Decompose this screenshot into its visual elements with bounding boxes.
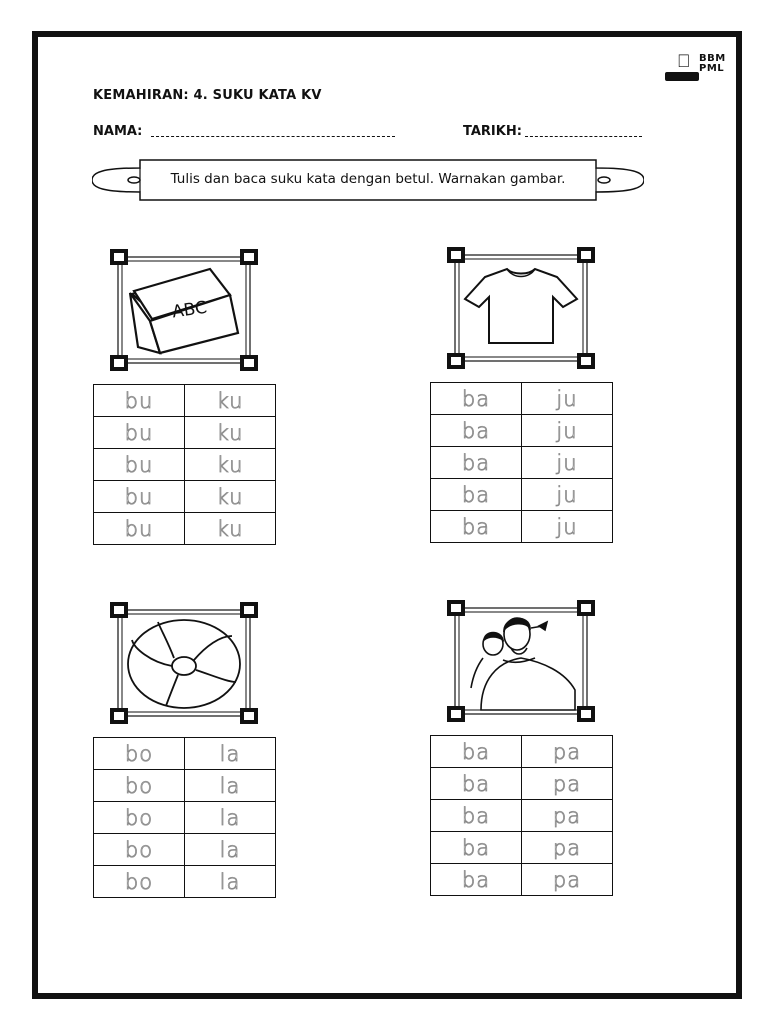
tracing-cell[interactable]: ba (431, 736, 522, 768)
tracing-cell[interactable]: ju (522, 383, 613, 415)
ball-icon (128, 620, 240, 708)
tracing-cell[interactable]: la (185, 802, 276, 834)
book-stack-icon (665, 72, 699, 81)
table-row (431, 383, 613, 415)
tracing-cell[interactable]: ba (431, 864, 522, 896)
tracing-cell[interactable]: pa (522, 800, 613, 832)
syllable-table-tshirt (430, 382, 613, 543)
tracing-cell[interactable]: ju (522, 479, 613, 511)
name-field[interactable] (151, 136, 395, 137)
table-row (431, 800, 613, 832)
tracing-cell[interactable]: la (185, 834, 276, 866)
tracing-cell[interactable]: ba (431, 479, 522, 511)
table-row (94, 513, 276, 545)
tracing-cell[interactable]: ba (431, 447, 522, 479)
tracing-cell[interactable]: ku (185, 417, 276, 449)
logo-text-top: BBM (699, 53, 726, 64)
tracing-cell[interactable]: bo (94, 834, 185, 866)
tracing-cell[interactable]: bu (94, 417, 185, 449)
tracing-cell[interactable]: bo (94, 770, 185, 802)
tracing-cell[interactable]: ba (431, 415, 522, 447)
book-text: ABC (170, 297, 209, 323)
tracing-cell[interactable]: ba (431, 832, 522, 864)
tracing-cell[interactable]: ju (522, 511, 613, 543)
tracing-cell[interactable]: ku (185, 481, 276, 513)
father-child-icon (471, 618, 575, 710)
tracing-cell[interactable]: bu (94, 513, 185, 545)
tracing-cell[interactable]: bo (94, 738, 185, 770)
table-row (431, 511, 613, 543)
table-row (431, 736, 613, 768)
instruction-banner (92, 158, 644, 202)
table-row (94, 770, 276, 802)
tracing-cell[interactable]: pa (522, 768, 613, 800)
tracing-cell[interactable]: bo (94, 866, 185, 898)
tracing-cell[interactable]: ba (431, 768, 522, 800)
table-row (431, 479, 613, 511)
tracing-cell[interactable]: bu (94, 481, 185, 513)
syllable-table-book (93, 384, 276, 545)
logo-text-bottom: PML (699, 63, 725, 74)
name-label: NAMA: (93, 124, 143, 139)
table-row (431, 864, 613, 896)
tracing-cell[interactable]: bu (94, 385, 185, 417)
instruction-text: Tulis dan baca suku kata dengan betul. Warnakan gambar. (170, 171, 566, 187)
tracing-cell[interactable]: ku (185, 449, 276, 481)
tracing-cell[interactable]: la (185, 770, 276, 802)
picture-frame-book (110, 249, 258, 371)
tracing-cell[interactable]: ju (522, 447, 613, 479)
table-row (94, 866, 276, 898)
bbm-pml-logo (665, 52, 731, 80)
table-row (94, 385, 276, 417)
apple-icon (677, 52, 691, 70)
picture-frame-tshirt (447, 247, 595, 369)
skill-title: KEMAHIRAN: 4. SUKU KATA KV (93, 88, 322, 103)
tracing-cell[interactable]: ba (431, 383, 522, 415)
table-row (94, 417, 276, 449)
tracing-cell[interactable]: ba (431, 511, 522, 543)
date-field[interactable] (525, 136, 642, 137)
table-row (94, 481, 276, 513)
tracing-cell[interactable]: pa (522, 864, 613, 896)
tracing-cell[interactable]: bo (94, 802, 185, 834)
tracing-cell[interactable]: ku (185, 385, 276, 417)
table-row (94, 834, 276, 866)
table-row (94, 449, 276, 481)
picture-frame-ball (110, 602, 258, 724)
table-row (94, 738, 276, 770)
tracing-cell[interactable]: pa (522, 736, 613, 768)
syllable-table-father (430, 735, 613, 896)
tracing-cell[interactable]: bu (94, 449, 185, 481)
tracing-cell[interactable]: la (185, 738, 276, 770)
table-row (431, 415, 613, 447)
tshirt-icon (465, 269, 577, 343)
tracing-cell[interactable]: pa (522, 832, 613, 864)
syllable-table-ball (93, 737, 276, 898)
tracing-cell[interactable]: la (185, 866, 276, 898)
tracing-cell[interactable]: ju (522, 415, 613, 447)
tracing-cell[interactable]: ba (431, 800, 522, 832)
date-label: TARIKH: (463, 124, 522, 139)
table-row (94, 802, 276, 834)
table-row (431, 768, 613, 800)
table-row (431, 832, 613, 864)
tracing-cell[interactable]: ku (185, 513, 276, 545)
picture-frame-father (447, 600, 595, 722)
table-row (431, 447, 613, 479)
